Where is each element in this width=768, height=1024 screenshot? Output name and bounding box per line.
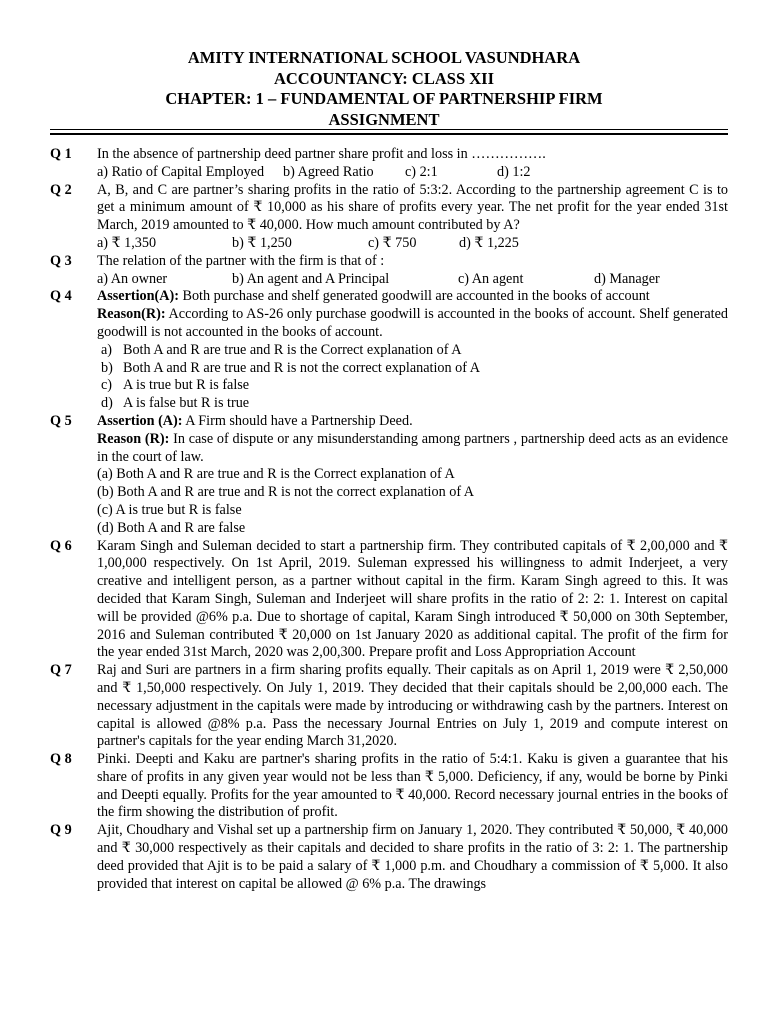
header-divider-thick xyxy=(50,133,728,135)
question-number: Q 8 xyxy=(50,751,72,768)
option-a: a) ₹ 1,350 xyxy=(97,234,157,251)
question-number: Q 6 xyxy=(50,537,72,554)
question-9 xyxy=(50,822,728,893)
question-number: Q 9 xyxy=(50,822,72,839)
question-number: Q 2 xyxy=(50,181,72,198)
question-text: In the absence of partnership deed partner share profit and loss in ……………. xyxy=(97,146,546,162)
assertion-label: Assertion (A): xyxy=(97,412,183,429)
option-c: c) ₹ 750 xyxy=(368,234,417,251)
question-8 xyxy=(50,751,728,822)
reason xyxy=(97,306,728,342)
question-text: A, B, and C are partner’s sharing profits in the ratio of 5:3:2. According to the partnership agreement C is to get a minimum amount of ₹ 10,000 as his share of profits every year. The net profit for the year ended 31st March, 2019 amounted to ₹ 40,000. How much amount contributed by A? xyxy=(97,181,728,234)
header-divider-thin xyxy=(50,129,728,130)
option-b: b) An agent and A Principal xyxy=(232,270,390,287)
option-c: (c) A is true but R is false xyxy=(97,501,242,518)
question-text: Raj and Suri are partners in a firm sharing profits equally. Their capitals as on April 1, 2019 were ₹ 2,50,000 and ₹ 1,50,000 respectively. On July 1, 2019. They decided that their capitals should be 2,00,000 each. The necessary adjustment in the capitals were made by introducing or withdrawing cash by the partners. Interest on capital is allowed @8% p.a. Pass the necessary Journal Entries on July 1, 2019 and compute interest on partner's capitals for the year ending March 31,2020. xyxy=(97,662,728,750)
assertion xyxy=(97,288,728,306)
option-d: d) A is false but R is true xyxy=(101,395,250,412)
option-a: a) Ratio of Capital Employed xyxy=(97,163,265,180)
school-name: AMITY INTERNATIONAL SCHOOL VASUNDHARA xyxy=(187,48,581,67)
question-6 xyxy=(50,538,728,663)
question-7 xyxy=(50,662,728,751)
option-b: b) Both A and R are true and R is not the correct explanation of A xyxy=(101,359,480,376)
question-text: Pinki. Deepti and Kaku are partner's sharing profits in the ratio of 5:4:1. Kaku is given a guarantee that his share of profits in any given year would not be less than ₹ 5,000. Deficiency, if any, would be borne by Pinki and Deepti equally. Profits for the year amounted to ₹ 40,000. Record necessary journal entries in the books of the firm showing the distribution of profit. xyxy=(97,751,728,821)
subject-title: ACCOUNTANCY: CLASS XII xyxy=(273,68,495,88)
question-text: Karam Singh and Suleman decided to start a partnership firm. They contributed capitals of ₹ 2,00,000 and ₹ 1,00,000 respectively. On 1st April, 2019. Suleman expressed his willingness to admit Inderjeet, a very creative and intelligent person, as a partner without capital in the firm. Karam Singh agreed to this. It was decided that Karam Singh, Suleman and Inderjeet will share profits in the ratio of 2: 2: 1. Interest on capital will be provided @6% p.a. Due to shortage of capital, Karam Singh introduced ₹ 50,000 on 30th September, 2016 and Suleman contributed ₹ 20,000 on 1st January 2020 as additional capital. The profit of the firm for the year ended 31st March, 2020 was 2,00,300. Prepare profit and Loss Appropriation Account xyxy=(97,537,728,661)
option-b: b) Agreed Ratio xyxy=(283,163,374,180)
option-b: (b) Both A and R are true and R is not the correct explanation of A xyxy=(97,484,475,501)
assignment-title: ASSIGNMENT xyxy=(328,109,440,129)
reason-text: According to AS-26 only purchase goodwill is accounted in the books of account. Shelf generated goodwill is not accounted in the books of account. xyxy=(97,306,728,340)
option-c: c) 2:1 xyxy=(405,163,438,180)
question-number: Q 4 xyxy=(50,288,72,305)
assertion-text: Both purchase and shelf generated goodwill are accounted in the books of account xyxy=(178,288,650,305)
question-5 xyxy=(50,413,728,538)
assertion-text: A Firm should have a Partnership Deed. xyxy=(182,412,413,429)
option-c: c) An agent xyxy=(458,270,524,287)
option-d: d) ₹ 1,225 xyxy=(459,234,519,251)
question-number: Q 5 xyxy=(50,412,72,429)
option-b: b) ₹ 1,250 xyxy=(232,234,292,251)
question-text: The relation of the partner with the firm is that of : xyxy=(97,252,385,269)
options-row xyxy=(97,235,728,253)
options-list xyxy=(97,342,728,413)
option-a: (a) Both A and R are true and R is the Correct explanation of A xyxy=(97,466,455,483)
question-2 xyxy=(50,182,728,253)
reason-label: Reason (R): xyxy=(97,430,170,447)
question-number: Q 7 xyxy=(50,662,72,679)
question-1 xyxy=(50,146,728,182)
option-d: d) Manager xyxy=(594,270,660,287)
reason-text: In case of dispute or any misunderstanding among partners , partnership deed acts as an evidence in the court of law. xyxy=(97,430,729,465)
option-d: d) 1:2 xyxy=(497,163,531,180)
option-d: (d) Both A and R are false xyxy=(97,519,246,536)
question-list xyxy=(50,146,728,893)
assertion-label: Assertion(A): xyxy=(97,288,179,305)
option-c: c) A is true but R is false xyxy=(101,377,250,394)
question-3 xyxy=(50,253,728,289)
document-header xyxy=(0,48,768,130)
chapter-title: CHAPTER: 1 – FUNDAMENTAL OF PARTNERSHIP FIRM xyxy=(165,89,603,108)
option-a: a) Both A and R are true and R is the Correct explanation of A xyxy=(101,341,462,358)
question-number: Q 1 xyxy=(50,146,72,162)
reason xyxy=(97,431,728,467)
question-4 xyxy=(50,288,728,413)
reason-label: Reason(R): xyxy=(97,306,166,323)
assertion xyxy=(97,413,728,431)
question-number: Q 3 xyxy=(50,252,72,269)
option-a: a) An owner xyxy=(97,270,168,287)
options-row xyxy=(97,164,728,182)
question-text: Ajit, Choudhary and Vishal set up a partnership firm on January 1, 2020. They contributed ₹ 50,000, ₹ 40,000 and ₹ 30,000 respectively as their capitals and decided to share profits in the ratio of 3: 2: 1. The partnership deed provided that Ajit is to be paid a salary of ₹ 1,000 p.m. and Choudhary a commission of ₹ 5,000. It also provided that interest on capital be allowed @ 6% p.a. The drawings xyxy=(97,822,728,892)
options-row xyxy=(97,271,728,289)
